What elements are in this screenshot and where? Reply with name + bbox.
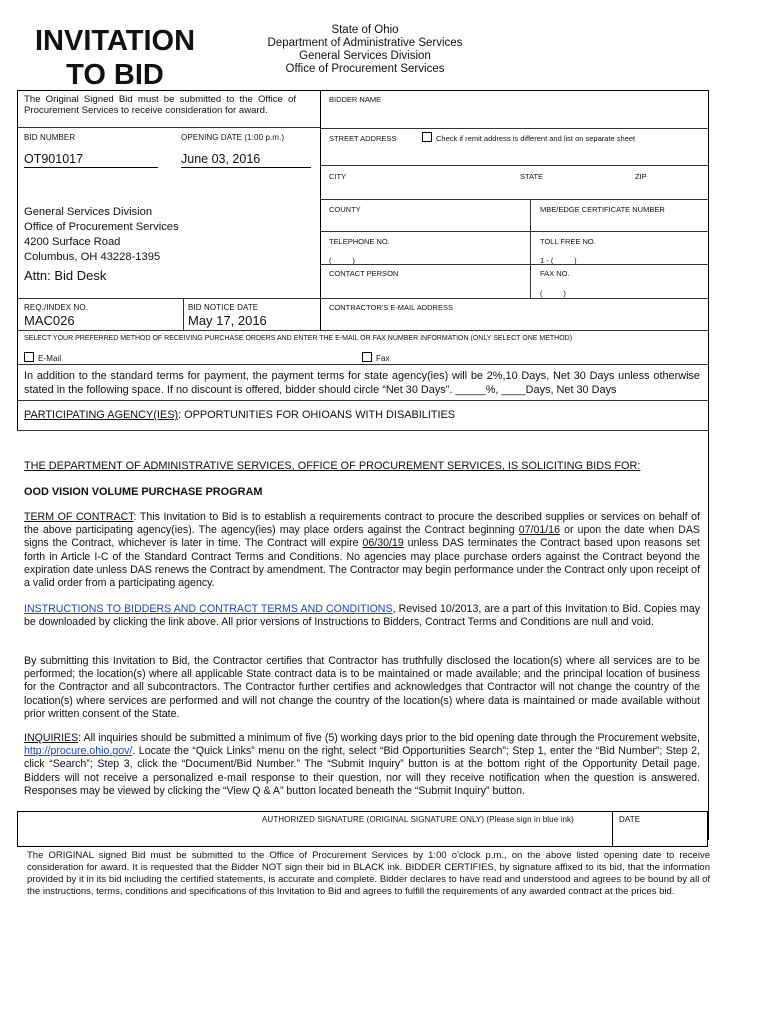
telephone-label: TELEPHONE NO. — [329, 237, 390, 246]
signature-label: AUTHORIZED SIGNATURE (ORIGINAL SIGNATURE ONLY) (Please sign in blue ink) — [262, 815, 574, 824]
remit-address-text: Check if remit address is different and list on separate sheet — [436, 134, 636, 143]
instructions-text: , Revised 10/2013, are a part of this Invitation to Bid. Copies may be downloaded by clicking the link above. All prior versions of Instructions to Bidders, Contract Terms and Conditions are null and void. — [24, 603, 701, 629]
term-text-1: : This Invitation to Bid is to establish a requirements contract to procure the described supplies or services on behalf of the above participating agency(ies). The agency(ies) may place orders against the Contract beginning — [24, 511, 700, 537]
term-text-2: or upon the date when DAS signs the Contract, whichever is later in time. The Contract will expire — [24, 524, 700, 550]
soliciting-heading: THE DEPARTMENT OF ADMINISTRATIVE SERVICES, OFFICE OF PROCUREMENT SERVICES, IS SOLICITING BIDS FOR: — [24, 460, 641, 472]
bidder-name-label: BIDDER NAME — [329, 95, 382, 104]
city-label: CITY — [329, 172, 347, 181]
original-bid-note: The Original Signed Bid must be submitted to the Office of Procurement Services to receive consideration for award. — [24, 94, 296, 116]
term-label: TERM OF CONTRACT — [24, 511, 134, 523]
checkbox-icon[interactable] — [422, 132, 432, 142]
contact-person-label: CONTACT PERSON — [329, 269, 399, 278]
fax-blank[interactable]: ( ) — [540, 289, 566, 298]
remit-address-checkbox[interactable] — [422, 132, 635, 143]
fax-label: FAX NO. — [540, 269, 570, 278]
fax-checkbox-icon[interactable] — [362, 352, 372, 362]
email-option[interactable] — [24, 352, 61, 363]
agency-header — [230, 24, 500, 76]
bid-number-label: BID NUMBER — [24, 133, 76, 142]
req-index-label: REQ./INDEX NO. — [24, 303, 89, 312]
inquiries-text-1: : All inquiries should be submitted a minimum of five (5) working days prior to the bid opening date through the Procurement website, — [78, 732, 700, 744]
state-name: State of Ohio — [331, 24, 399, 36]
footer-note: The ORIGINAL signed Bid must be submitted to the Office of Procurement Services by 1:00 o'clock p.m., on the above listed opening date to receive consideration for award. It is requested that the Bidder NOT sign their bid in BLACK ink. BIDDER CERTIFIES, by signature affixed to its bid, that the information provided by it in its bid including the certified statements, is accurate and complete. Bidder declares to have read and understood and agrees to be bound by all of the instructions, terms, conditions and specifications of this Invitation to Bid and agrees to fulfill the requirements of any awarded contract at the prices bid. — [27, 850, 710, 897]
opening-date-label: OPENING DATE (1:00 p.m.) — [181, 133, 285, 142]
payment-terms: In addition to the standard terms for payment, the payment terms for state agency(ies) will be 2%,10 Days, Net 30 Days unless otherwise stated in the following space. If no discount is offered, bidder should circle “Net 30 Days”. _____%, ____Days, Net 30 Days — [24, 370, 700, 396]
term-text-3: unless DAS terminates the Contract based upon reasons set forth in Article I-C of the Standard Contract Terms and Conditions. No agencies may place purchase orders against the Contract beyond the expiration date unless DAS renews the Contract by amendment. The Contractor may begin performance under the Contract only upon receipt of a valid order from a participating agency. — [24, 537, 700, 590]
procure-website-link[interactable]: http://procure.ohio.gov/ — [24, 745, 133, 758]
instructions-paragraph — [24, 603, 700, 629]
title-line-2: TO BID — [66, 59, 164, 91]
department-name: Department of Administrative Services — [267, 37, 463, 49]
street-address-label: STREET ADDRESS — [329, 134, 397, 143]
instructions-link[interactable]: INSTRUCTIONS TO BIDDERS AND CONTRACT TERMS AND CONDITIONS — [24, 603, 393, 615]
address-line: 4200 Surface Road — [24, 236, 121, 248]
address-line: Office of Procurement Services — [24, 221, 179, 233]
bid-notice-date-value: May 17, 2016 — [188, 313, 267, 328]
email-option-label: E-Mail — [38, 354, 62, 363]
term-end-date: 06/30/19 — [362, 537, 404, 550]
method-label: SELECT YOUR PREFERRED METHOD OF RECEIVING PURCHASE ORDERS AND ENTER THE E-MAIL OR FAX NUMBER INFORMATION (ONLY SELECT ONE METHOD) — [24, 335, 573, 342]
fax-option-label: Fax — [376, 354, 390, 363]
email-checkbox-icon[interactable] — [24, 352, 34, 362]
participating-text: : OPPORTUNITIES FOR OHIOANS WITH DISABILITIES — [178, 409, 456, 421]
mbe-label: MBE/EDGE CERTIFICATE NUMBER — [540, 205, 665, 214]
mailing-address — [24, 205, 179, 265]
office-name: Office of Procurement Services — [285, 63, 445, 75]
inquiries-paragraph — [24, 732, 700, 798]
participating-label: PARTICIPATING AGENCY(IES) — [24, 409, 179, 421]
email-address-label: CONTRACTOR'S E-MAIL ADDRESS — [329, 303, 453, 312]
division-name: General Services Division — [299, 50, 431, 62]
bid-notice-date-label: BID NOTICE DATE — [188, 303, 259, 312]
signature-date-label: DATE — [619, 815, 641, 824]
opening-date-value: June 03, 2016 — [181, 152, 311, 168]
certification-paragraph: By submitting this Invitation to Bid, the Contractor certifies that Contractor has truthfully disclosed the location(s) where all services are to be performed; the location(s) where all applicable State contract data is to be maintained or made available; and the principal location of business for the Contractor and all subcontractors. The Contractor further certifies and acknowledges that Contractor will not change the country of the location(s) where services are performed and will not change the country of the location(s) where data is maintained or made available without prior written consent of the State. — [24, 655, 700, 720]
program-title: OOD VISION VOLUME PURCHASE PROGRAM — [24, 486, 263, 498]
participating-agencies — [24, 409, 455, 421]
title-line-1: INVITATION — [34, 25, 196, 57]
fax-option[interactable] — [362, 352, 390, 363]
term-of-contract — [24, 511, 700, 590]
telephone-blank[interactable]: ( ) — [329, 256, 355, 265]
county-label: COUNTY — [329, 205, 361, 214]
toll-free-blank[interactable]: 1 - ( ) — [540, 256, 577, 265]
toll-free-label: TOLL FREE NO. — [540, 237, 596, 246]
attention-line: Attn: Bid Desk — [24, 268, 107, 283]
req-index-value: MAC026 — [24, 313, 75, 328]
zip-label: ZIP — [635, 172, 647, 181]
bid-number-value: OT901017 — [24, 152, 158, 168]
address-line: Columbus, OH 43228-1395 — [24, 251, 161, 263]
address-line: General Services Division — [24, 206, 153, 218]
term-start-date: 07/01/16 — [518, 524, 560, 537]
state-label: STATE — [520, 172, 544, 181]
inquiries-text-2: . Locate the “Quick Links” menu on the right, select “Bid Opportunities Search”; Step 1, enter the “Bid Number”; Step 2, click “Search”; Step 3, click the “Document/Bid Number.” The “Submit Inquiry” button is at the bottom right of the Opportunity Detail page. Bidders will not receive a personalized e-mail response to their question, nor will they receive notification when the question is answered. Responses may be viewed by clicking the “View Q & A” button located beneath the “Submit Inquiry” button. — [24, 745, 700, 797]
inquiries-label: INQUIRIES — [24, 732, 79, 744]
